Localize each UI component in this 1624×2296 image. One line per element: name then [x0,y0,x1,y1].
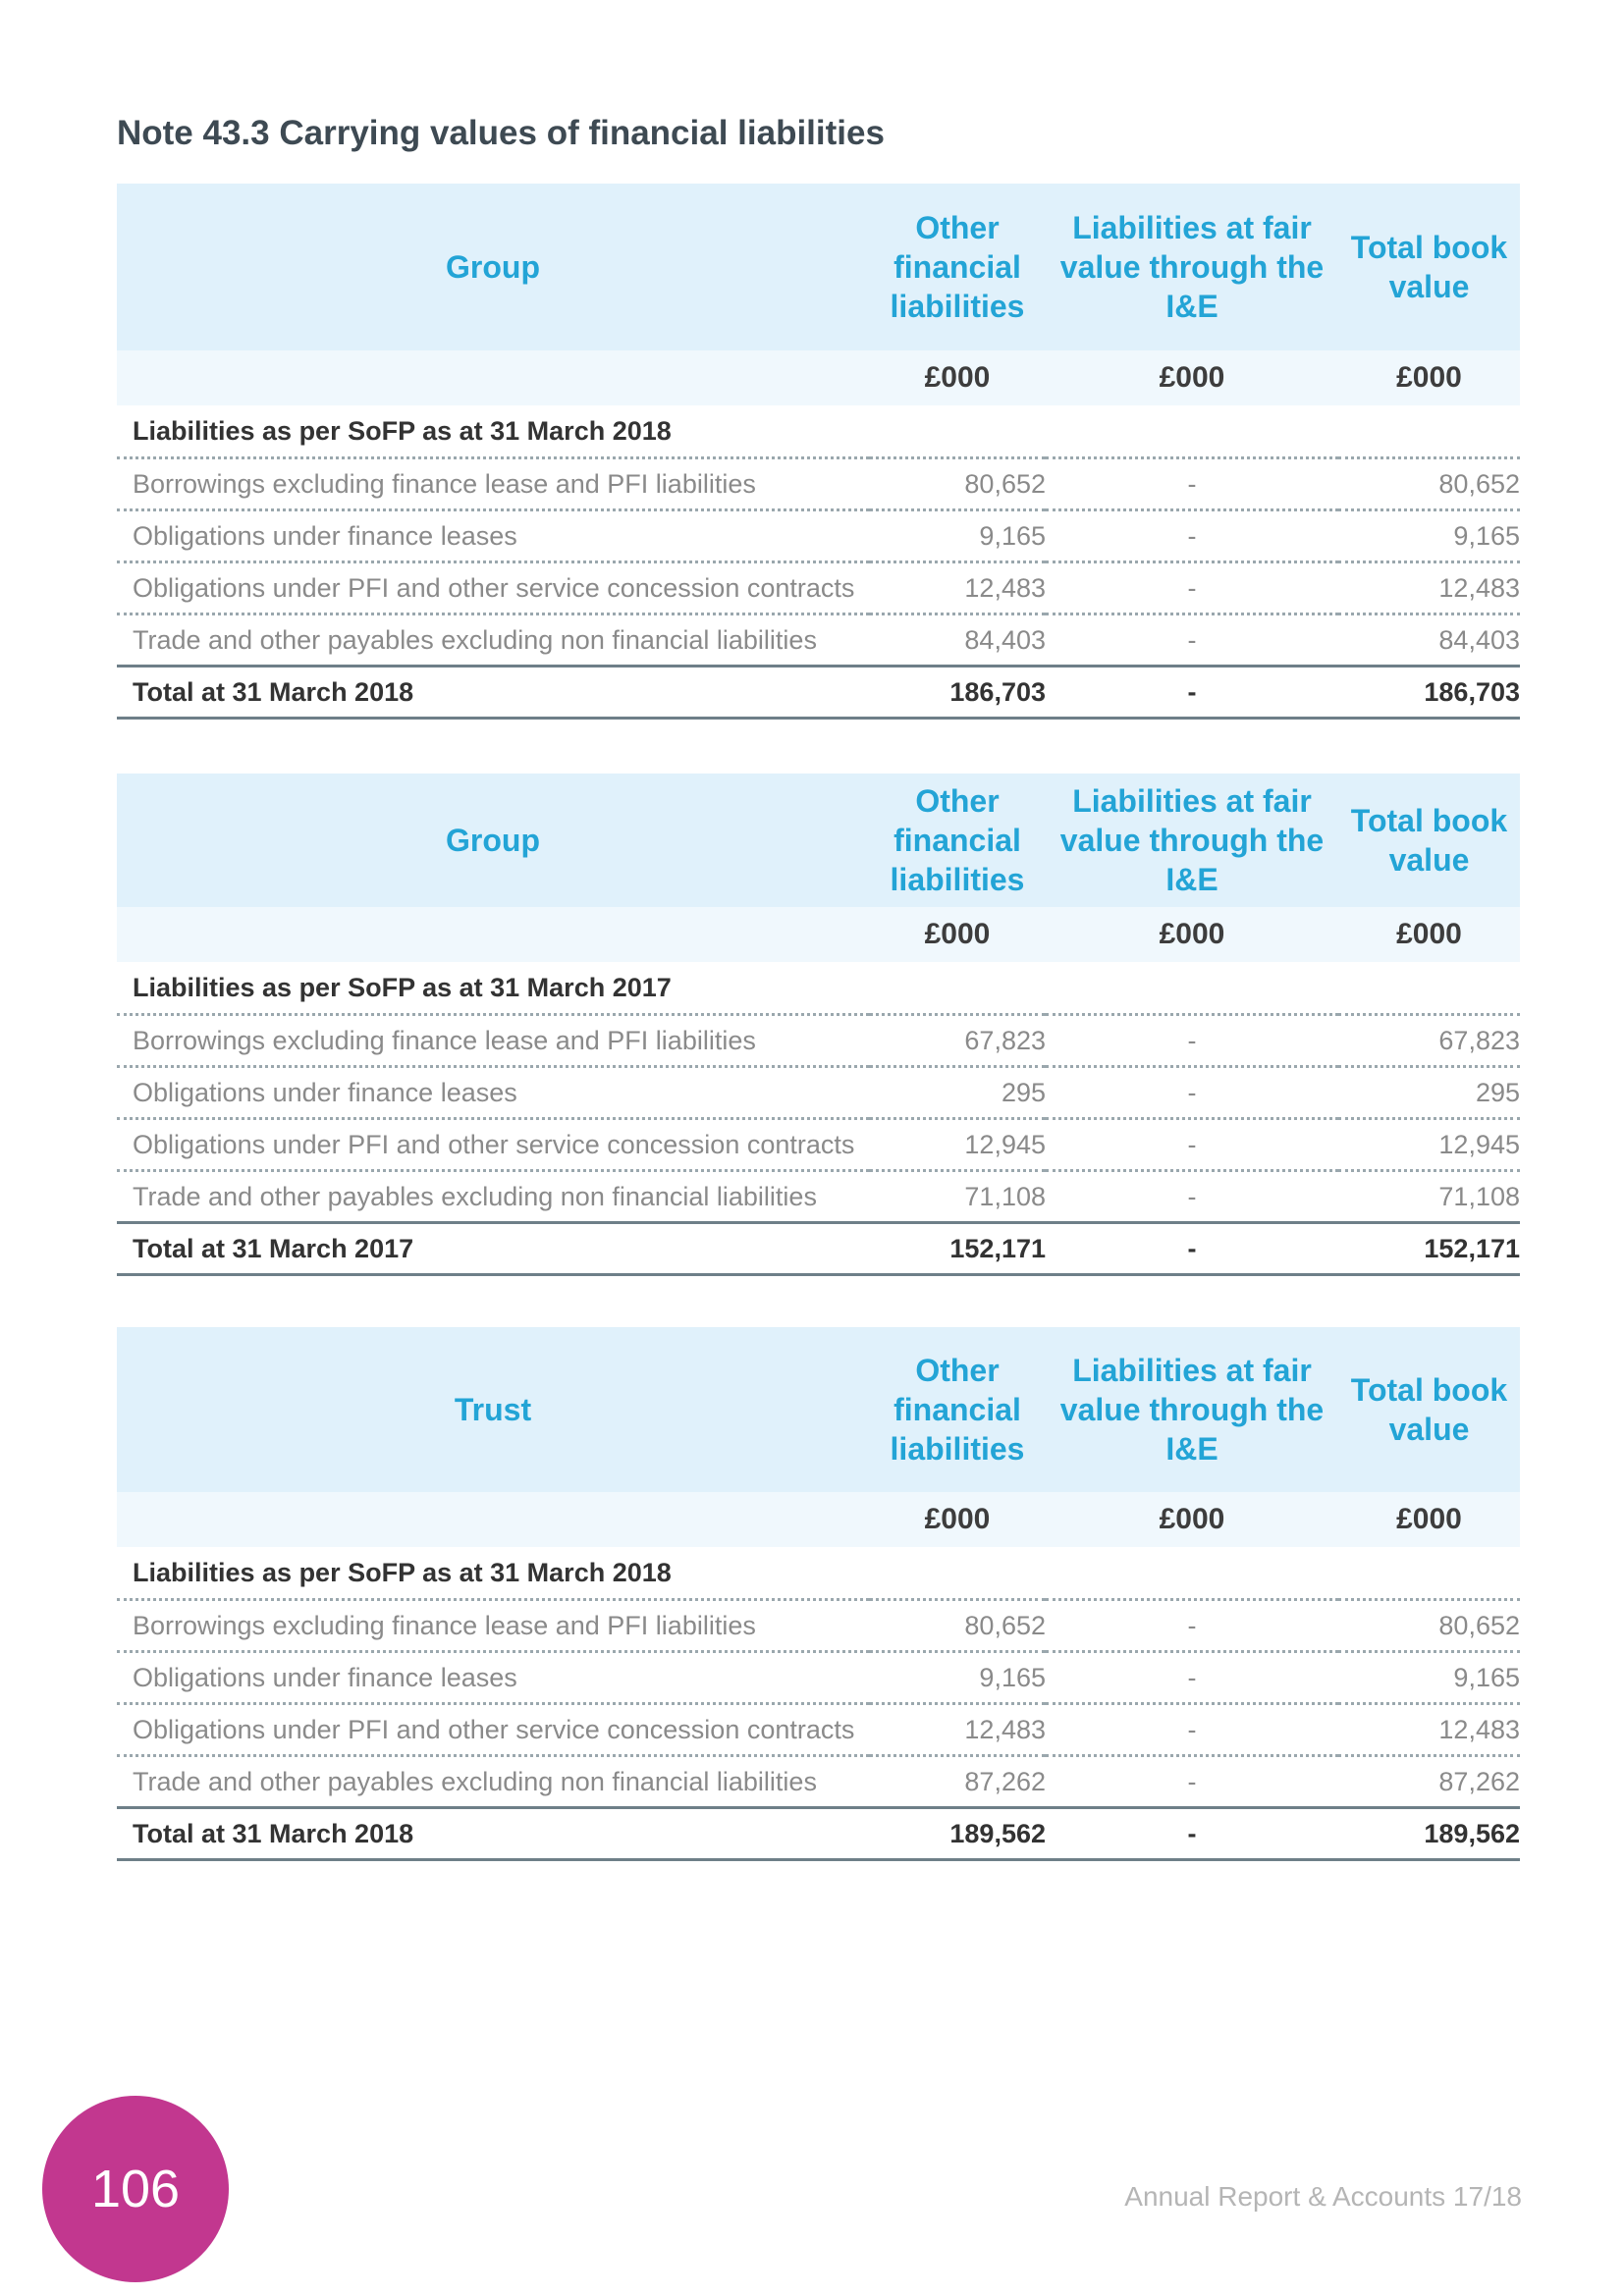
entity-heading: Group [117,774,869,907]
total-value: 67,823 [1338,1015,1520,1067]
units-row [117,1492,1520,1547]
other-value: 9,165 [869,510,1046,562]
other-value: 71,108 [869,1171,1046,1223]
total-value: 87,262 [1338,1756,1520,1808]
table-row [117,1756,1520,1808]
table-header-row [117,184,1520,350]
row-label: Borrowings excluding finance lease and PFI liabilities [117,1015,869,1067]
fair-value: - [1046,1171,1338,1223]
section-heading: Liabilities as per SoFP as at 31 March 2018 [117,405,1520,458]
row-label: Trade and other payables excluding non financial liabilities [117,614,869,667]
table-row [117,1067,1520,1119]
unit-label: £000 [869,1492,1046,1547]
fair-value: - [1046,458,1338,510]
row-label: Obligations under finance leases [117,1652,869,1704]
total-value: 12,483 [1338,562,1520,614]
unit-label: £000 [1338,907,1520,962]
total-other-value: 186,703 [869,667,1046,719]
total-label: Total at 31 March 2017 [117,1223,869,1275]
other-value: 80,652 [869,458,1046,510]
total-value: 71,108 [1338,1171,1520,1223]
fair-value: - [1046,562,1338,614]
fair-value-heading: Liabilities at fair value through the I&E [1046,184,1338,350]
table-row [117,458,1520,510]
total-other-value: 189,562 [869,1808,1046,1860]
report-name: Annual Report & Accounts 17/18 [1124,2181,1522,2212]
fair-value: - [1046,1067,1338,1119]
fair-value: - [1046,1704,1338,1756]
page-number-badge: 106 [42,2096,229,2282]
entity-heading: Group [117,184,869,350]
total-row [117,1808,1520,1860]
table-header-row [117,1327,1520,1492]
table-row [117,1600,1520,1652]
table-row [117,510,1520,562]
section-heading-row [117,962,1520,1015]
liabilities-table-group-2017 [117,774,1520,1276]
other-value: 84,403 [869,614,1046,667]
other-value: 12,483 [869,1704,1046,1756]
table-row [117,1704,1520,1756]
other-value: 67,823 [869,1015,1046,1067]
fair-value: - [1046,510,1338,562]
unit-label: £000 [1046,350,1338,405]
row-label: Obligations under PFI and other service concession contracts [117,562,869,614]
section-heading-row [117,1547,1520,1600]
total-other-value: 152,171 [869,1223,1046,1275]
table-row [117,614,1520,667]
section-heading: Liabilities as per SoFP as at 31 March 2018 [117,1547,1520,1600]
table-row [117,1171,1520,1223]
other-value: 12,483 [869,562,1046,614]
fair-value-heading: Liabilities at fair value through the I&E [1046,1327,1338,1492]
fair-value: - [1046,1600,1338,1652]
unit-label: £000 [869,907,1046,962]
total-label: Total at 31 March 2018 [117,1808,869,1860]
total-row [117,1223,1520,1275]
other-value: 9,165 [869,1652,1046,1704]
unit-label: £000 [1046,907,1338,962]
units-row [117,907,1520,962]
fair-value: - [1046,1119,1338,1171]
unit-label: £000 [1338,1492,1520,1547]
other-value: 295 [869,1067,1046,1119]
other-value: 12,945 [869,1119,1046,1171]
other-value: 80,652 [869,1600,1046,1652]
total-fair-value: - [1046,667,1338,719]
total-value: 80,652 [1338,1600,1520,1652]
row-label: Obligations under finance leases [117,510,869,562]
unit-label: £000 [869,350,1046,405]
row-label: Obligations under PFI and other service concession contracts [117,1704,869,1756]
total-value: 12,483 [1338,1704,1520,1756]
units-row [117,350,1520,405]
row-label: Trade and other payables excluding non financial liabilities [117,1171,869,1223]
total-value: 12,945 [1338,1119,1520,1171]
row-label: Obligations under PFI and other service concession contracts [117,1119,869,1171]
row-label: Trade and other payables excluding non financial liabilities [117,1756,869,1808]
table-row [117,1652,1520,1704]
section-heading: Liabilities as per SoFP as at 31 March 2017 [117,962,1520,1015]
total-value: 80,652 [1338,458,1520,510]
total-book-value: 189,562 [1338,1808,1520,1860]
fair-value: - [1046,1756,1338,1808]
total-book-value-heading: Total book value [1338,184,1520,350]
total-value: 295 [1338,1067,1520,1119]
page-title: Note 43.3 Carrying values of financial liabilities [117,114,885,152]
fair-value-heading: Liabilities at fair value through the I&E [1046,774,1338,907]
total-fair-value: - [1046,1808,1338,1860]
total-book-value-heading: Total book value [1338,774,1520,907]
total-label: Total at 31 March 2018 [117,667,869,719]
total-book-value: 152,171 [1338,1223,1520,1275]
section-heading-row [117,405,1520,458]
other-financial-liabilities-heading: Other financial liabilities [869,774,1046,907]
row-label: Obligations under finance leases [117,1067,869,1119]
entity-heading: Trust [117,1327,869,1492]
total-value: 84,403 [1338,614,1520,667]
table-row [117,1119,1520,1171]
table-header-row [117,774,1520,907]
total-row [117,667,1520,719]
row-label: Borrowings excluding finance lease and PFI liabilities [117,1600,869,1652]
fair-value: - [1046,1015,1338,1067]
total-value: 9,165 [1338,1652,1520,1704]
total-fair-value: - [1046,1223,1338,1275]
row-label: Borrowings excluding finance lease and PFI liabilities [117,458,869,510]
fair-value: - [1046,614,1338,667]
unit-label: £000 [1338,350,1520,405]
other-financial-liabilities-heading: Other financial liabilities [869,184,1046,350]
total-value: 9,165 [1338,510,1520,562]
unit-label: £000 [1046,1492,1338,1547]
liabilities-table-group-2018 [117,184,1520,720]
liabilities-table-trust-2018 [117,1327,1520,1861]
table-row [117,1015,1520,1067]
total-book-value-heading: Total book value [1338,1327,1520,1492]
fair-value: - [1046,1652,1338,1704]
other-financial-liabilities-heading: Other financial liabilities [869,1327,1046,1492]
table-row [117,562,1520,614]
other-value: 87,262 [869,1756,1046,1808]
total-book-value: 186,703 [1338,667,1520,719]
